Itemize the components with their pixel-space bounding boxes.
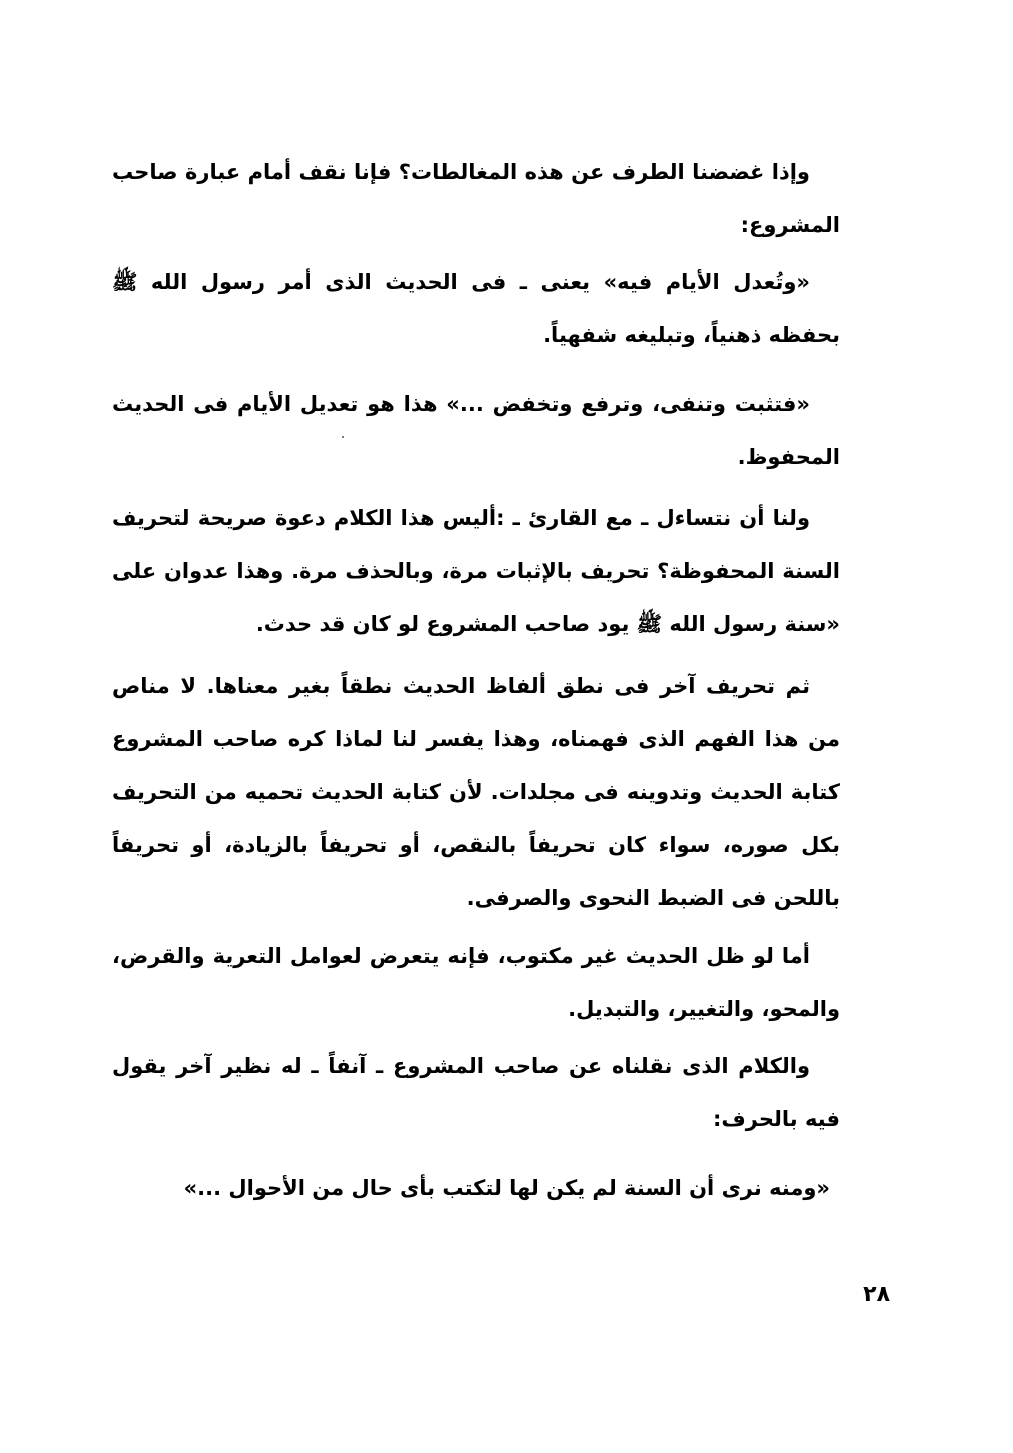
- quote-paragraph: «ومنه نرى أن السنة لم يكن لها لتكتب بأى حال من الأحوال ...»: [183, 1176, 830, 1200]
- paragraph-7: والكلام الذى نقلناه عن صاحب المشروع ـ آنفاً ـ له نظير آخر يقول فيه بالحرف:: [112, 1054, 840, 1131]
- paragraph-3: «فتثبت وتنفى، وترفع وتخفض ...» هذا هو تعديل الأيام فى الحديث المحفوظ.: [112, 392, 840, 469]
- scan-speck: [342, 436, 344, 438]
- paragraph-5: ثم تحريف آخر فى نطق ألفاظ الحديث نطقاً بغير معناها. لا مناص من هذا الفهم الذى فهمناه، وهذا يفسر لنا لماذا كره صاحب المشروع كتابة الحديث وتدوينه فى مجلدات. لأن كتابة الحديث تحميه من التحريف بكل صوره، سواء كان تحريفاً بالنقص، أو تحريفاً بالزيادة، أو تحريفاً باللحن فى الضبط النحوى والصرفى.: [112, 674, 840, 910]
- paragraph-6: أما لو ظل الحديث غير مكتوب، فإنه يتعرض لعوامل التعرية والقرض، والمحو، والتغيير، والتبديل.: [112, 944, 840, 1021]
- paragraph-4: ولنا أن نتساءل ـ مع القارئ ـ :أليس هذا الكلام دعوة صريحة لتحريف السنة المحفوظة؟ تحريف بالإثبات مرة، وبالحذف مرة. وهذا عدوان على «سنة رسول الله ﷺ يود صاحب المشروع لو كان قد حدث.: [112, 506, 840, 636]
- paragraph-1: وإذا غضضنا الطرف عن هذه المغالطات؟ فإنا نقف أمام عبارة صاحب المشروع:: [112, 160, 840, 237]
- page-number: ٢٨: [863, 1282, 890, 1307]
- paragraph-2: «وتُعدل الأيام فيه» يعنى ـ فى الحديث الذى أمر رسول الله ﷺ بحفظه ذهنياً، وتبليغه شفهياً.: [112, 270, 840, 347]
